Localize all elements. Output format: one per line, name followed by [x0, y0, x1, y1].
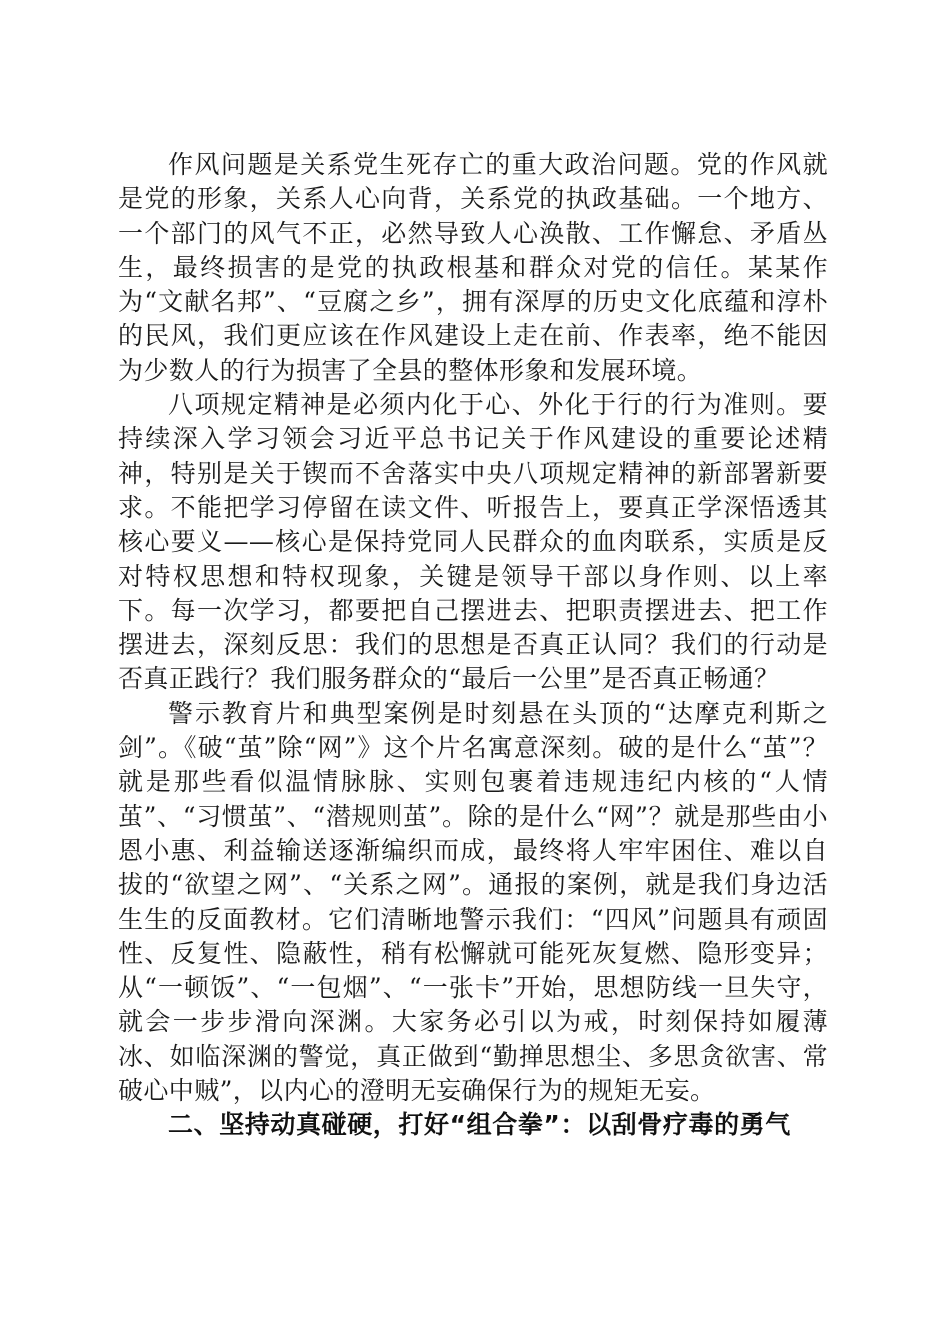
paragraph-warning-education: 警示教育片和典型案例是时刻悬在头顶的“达摩克利斯之剑”。《破“茧”除“网”》这个片名寓意深刻。破的是什么“茧”？就是那些看似温情脉脉、实则包裹着违规违纪内核的“人情茧”、“习惯茧”、“潜规则茧”。除的是什么“网”？就是那些由小恩小惠、利益输送逐渐编织而成，最终将人牢牢困住、难以自拔的“欲望之网”、“关系之网”。通报的案例，就是我们身边活生生的反面教材。它们清晰地警示我们：“四风”问题具有顽固性、反复性、隐蔽性，稍有松懈就可能死灰复燃、隐形变异；从“一顿饭”、“一包烟”、“一张卡”开始，思想防线一旦失守，就会一步步滑向深渊。大家务必引以为戒，时刻保持如履薄冰、如临深渊的警觉，真正做到“勤掸思想尘、多思贪欲害、常破心中贼”，以内心的澄明无妄确保行为的规矩无妄。	[118, 698, 828, 1106]
paragraph-style-importance: 作风问题是关系党生死存亡的重大政治问题。党的作风就是党的形象，关系人心向背，关系党的执政基础。一个地方、一个部门的风气不正，必然导致人心涣散、工作懈怠、矛盾丛生，最终损害的是党的执政根基和群众对党的信任。某某作为“文献名邦”、“豆腐之乡”，拥有深厚的历史文化底蕴和淳朴的民风，我们更应该在作风建设上走在前、作表率，绝不能因为少数人的行为损害了全县的整体形象和发展环境。	[118, 150, 828, 385]
section-heading: 二、坚持动真碰硬，打好“组合拳”：以刮骨疗毒的勇气	[168, 1110, 791, 1140]
document-body	[118, 148, 828, 1143]
paragraph-eight-regulations: 八项规定精神是必须内化于心、外化于行的行为准则。要持续深入学习领会习近平总书记关于作风建设的重要论述精神，特别是关于锲而不舍落实中央八项规定精神的新部署新要求。不能把学习停留在读文件、听报告上，要真正学深悟透其核心要义——核心是保持党同人民群众的血肉联系，实质是反对特权思想和特权现象，关键是领导干部以身作则、以上率下。每一次学习，都要把自己摆进去、把职责摆进去、把工作摆进去，深刻反思：我们的思想是否真正认同？我们的行动是否真正践行？我们服务群众的“最后一公里”是否真正畅通？	[118, 390, 828, 694]
